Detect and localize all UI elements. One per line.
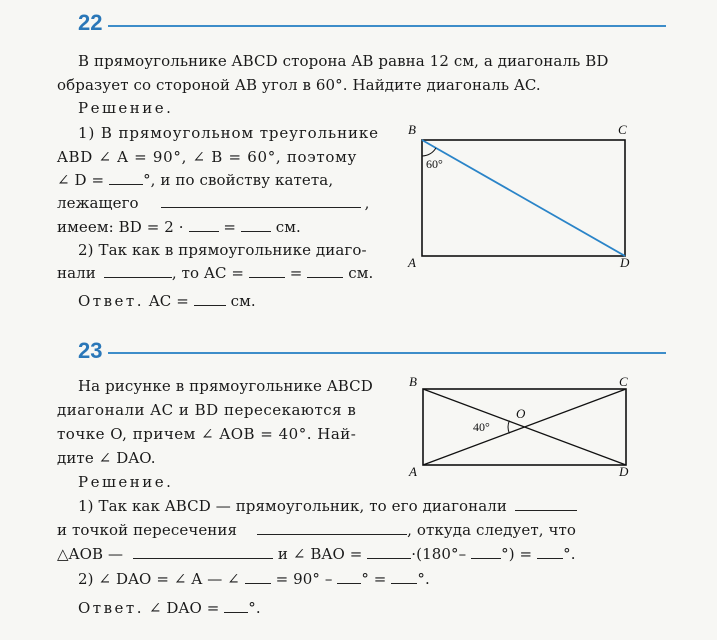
- problem-23-condition-line-1: На рисунке в прямоугольнике ABCD: [78, 377, 373, 395]
- angle-arc-b: [422, 148, 436, 156]
- angle-label-40: 40°: [473, 420, 490, 434]
- vertex-label-a: A: [408, 255, 416, 270]
- text: °.: [248, 599, 261, 617]
- text: °, и по свойству катета,: [143, 171, 334, 189]
- answer-label: Ответ.: [78, 292, 144, 310]
- text: см.: [270, 218, 301, 236]
- text: °) =: [501, 545, 538, 563]
- vertex-label-d: D: [620, 255, 630, 270]
- problem-22-step1-line-3: [57, 171, 333, 189]
- answer-label: Ответ.: [78, 599, 144, 617]
- text: ∠ DAO =: [143, 599, 225, 617]
- answer-blank[interactable]: [245, 571, 271, 584]
- text: 2) ∠ DAO = ∠ A — ∠: [78, 570, 245, 588]
- answer-blank[interactable]: [537, 546, 563, 559]
- problem-22-step1-line-1: 1) В прямоугольном треугольнике: [78, 124, 379, 142]
- text: ,: [364, 194, 370, 212]
- problem-22-number: 22: [78, 10, 103, 35]
- problem-22-step2-line-1: 2) Так как в прямоугольнике диаго-: [78, 241, 367, 259]
- problem-23-step1-line-2: [57, 521, 576, 539]
- text: △AOB —: [57, 545, 124, 563]
- text: ° =: [361, 570, 392, 588]
- text: =: [284, 264, 308, 282]
- text: = 90° –: [270, 570, 338, 588]
- answer-blank[interactable]: [133, 546, 273, 559]
- text: 1) Так как ABCD — прямоугольник, то его диагонали: [78, 497, 508, 515]
- answer-blank[interactable]: [249, 265, 285, 278]
- problem-22-solution-title: Решение.: [78, 99, 174, 117]
- answer-blank[interactable]: [337, 571, 361, 584]
- problem-23-step1-line-1: [78, 497, 577, 515]
- problem-23-step1-line-3: [57, 545, 576, 563]
- vertex-label-b: B: [408, 122, 416, 137]
- answer-blank[interactable]: [161, 195, 361, 208]
- answer-blank[interactable]: [391, 571, 417, 584]
- text: ∠ D =: [57, 171, 110, 189]
- text: ·(180°–: [411, 545, 472, 563]
- problem-22-figure: [400, 118, 640, 278]
- text: имеем: BD = 2 ·: [57, 218, 189, 236]
- text: AC =: [143, 292, 194, 310]
- problem-23-condition-line-3: точке O, причем ∠ AOB = 40°. Най-: [57, 425, 357, 443]
- problem-23-condition-line-4: дите ∠ DAO.: [57, 449, 156, 467]
- answer-blank[interactable]: [104, 265, 172, 278]
- vertex-label-b: B: [409, 374, 417, 389]
- diagonal-bd: [422, 140, 625, 256]
- problem-22-rule: [108, 25, 666, 27]
- problem-23-condition-line-2: диагонали AC и BD пересекаются в: [57, 401, 357, 419]
- problem-23-step2: [78, 570, 430, 588]
- problem-22-answer: [78, 292, 256, 310]
- answer-blank[interactable]: [241, 219, 271, 232]
- answer-blank[interactable]: [194, 293, 226, 306]
- problem-22-condition-line-1: В прямоугольнике ABCD сторона AB равна 12 см, а диагональ BD: [78, 52, 609, 70]
- text: °.: [417, 570, 430, 588]
- answer-blank[interactable]: [515, 498, 577, 511]
- vertex-label-c: C: [618, 122, 627, 137]
- problem-22-step1-line-5: [57, 218, 301, 236]
- answer-blank[interactable]: [367, 546, 411, 559]
- text: =: [218, 218, 241, 236]
- text: , откуда следует, что: [407, 521, 577, 539]
- text: , то AC =: [171, 264, 249, 282]
- problem-22-condition-line-2: образует со стороной AB угол в 60°. Найдите диагональ AC.: [57, 76, 541, 94]
- angle-label-60: 60°: [426, 157, 443, 171]
- answer-blank[interactable]: [471, 546, 501, 559]
- angle-arc-aob: [508, 421, 509, 434]
- answer-blank[interactable]: [307, 265, 343, 278]
- problem-22-step1-line-4: [57, 194, 370, 212]
- text: нали: [57, 264, 96, 282]
- problem-23-figure: [400, 372, 640, 482]
- problem-23-rule: [108, 352, 666, 354]
- text: °.: [563, 545, 576, 563]
- problem-23-solution-title: Решение.: [78, 473, 174, 491]
- answer-blank[interactable]: [257, 522, 407, 535]
- text: лежащего: [57, 194, 139, 212]
- problem-23-answer: [78, 599, 261, 617]
- answer-blank[interactable]: [224, 600, 248, 613]
- vertex-label-d: D: [619, 464, 629, 479]
- problem-22-step2-line-2: [57, 264, 373, 282]
- text: см.: [225, 292, 256, 310]
- vertex-label-c: C: [619, 374, 628, 389]
- text: и ∠ BAO =: [273, 545, 368, 563]
- vertex-label-a: A: [409, 464, 417, 479]
- problem-22-step1-line-2: ABD ∠ A = 90°, ∠ B = 60°, поэтому: [57, 148, 357, 166]
- center-label-o: O: [516, 406, 526, 421]
- answer-blank[interactable]: [109, 172, 143, 185]
- text: и точкой пересечения: [57, 521, 238, 539]
- problem-23-number: 23: [78, 338, 103, 363]
- text: см.: [343, 264, 374, 282]
- answer-blank[interactable]: [189, 219, 219, 232]
